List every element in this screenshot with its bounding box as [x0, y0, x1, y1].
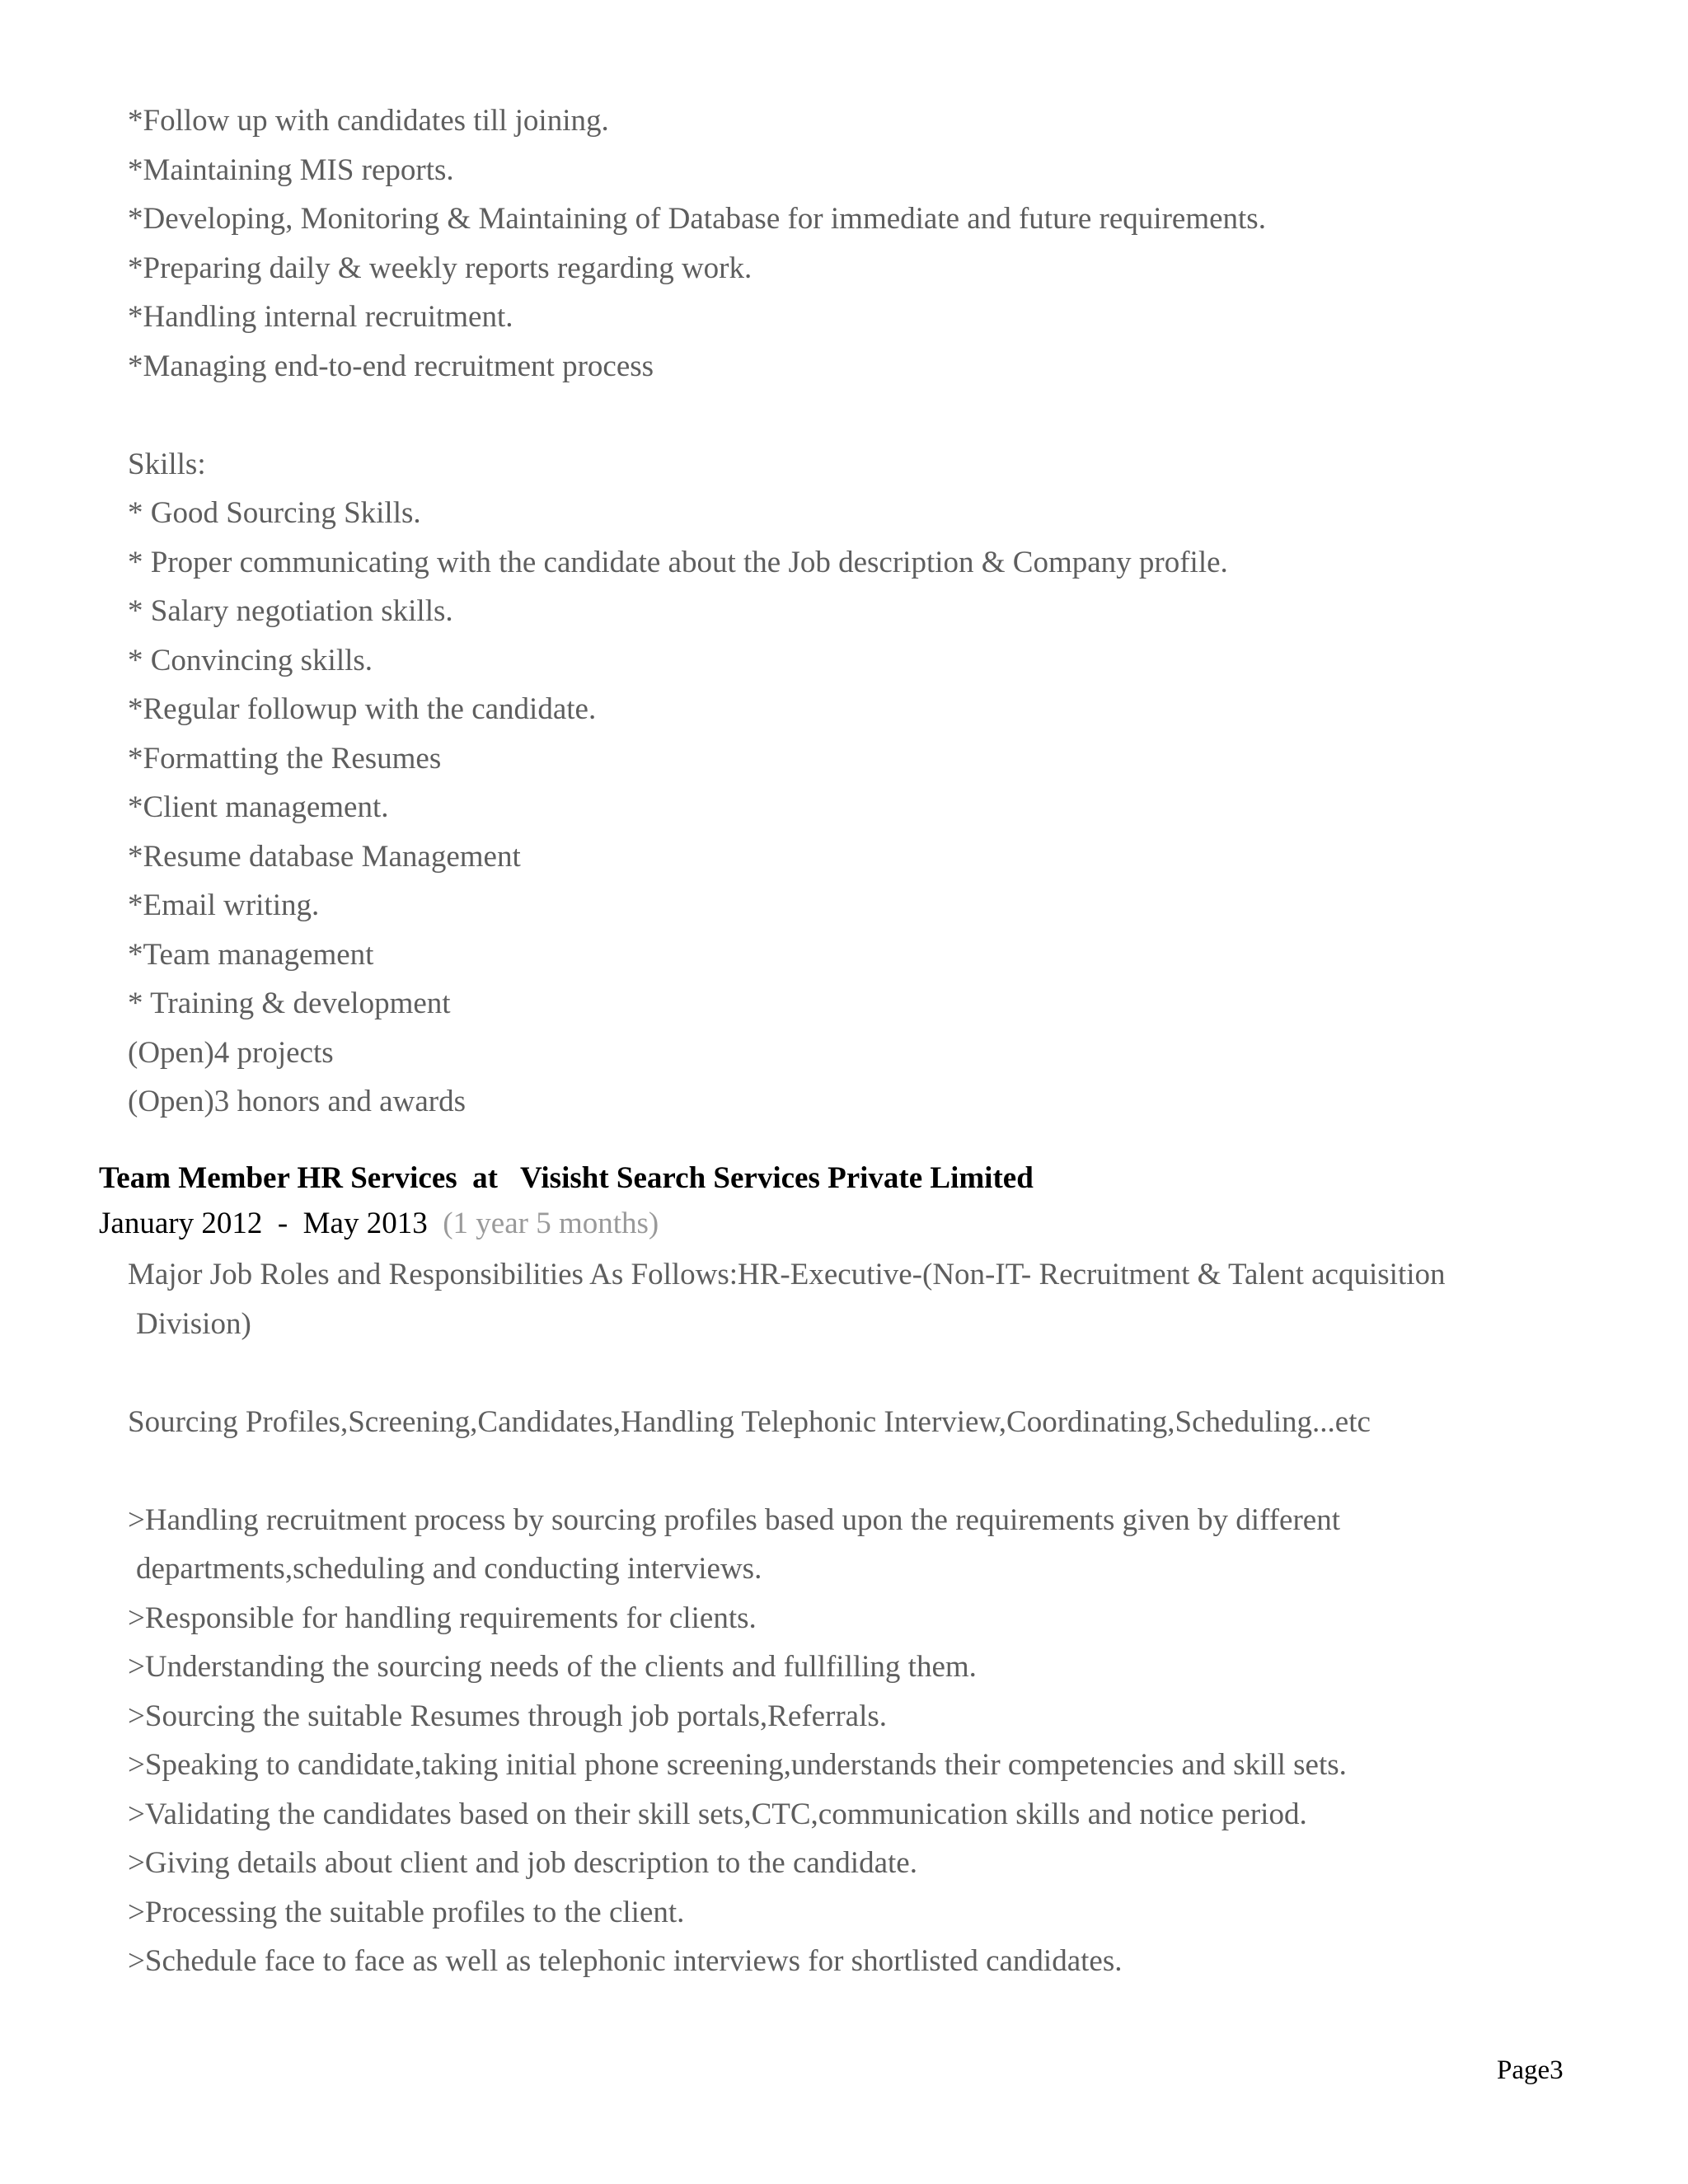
skill-item: *Formatting the Resumes [128, 741, 442, 776]
job-dates-row [99, 1203, 659, 1244]
skill-item: (Open)4 projects [128, 1035, 334, 1070]
job-duration: (1 year 5 months) [443, 1207, 659, 1240]
skills-heading: Skills: [128, 447, 206, 481]
skill-item: * Convincing skills. [128, 643, 373, 677]
skill-item: *Email writing. [128, 888, 320, 922]
roles-line-continued: Division) [136, 1306, 251, 1341]
duty-line-continued: departments,scheduling and conducting interviews. [136, 1552, 762, 1586]
sourcing-summary: Sourcing Profiles,Screening,Candidates,Handling Telephonic Interview,Coordinating,Scheduling...etc [128, 1404, 1371, 1439]
job-dates: January 2012 - May 2013 [99, 1207, 443, 1240]
skill-item: * Training & development [128, 987, 451, 1020]
duty-line: >Sourcing the suitable Resumes through job portals,Referrals. [128, 1699, 888, 1733]
skill-item: *Client management. [128, 790, 389, 824]
responsibility-line: *Maintaining MIS reports. [128, 152, 454, 187]
skill-item: * Salary negotiation skills. [128, 594, 453, 628]
job-description [128, 1250, 1578, 1986]
responsibility-line: *Handling internal recruitment. [128, 300, 513, 334]
duty-line: >Validating the candidates based on their skill sets,CTC,communication skills and notice period. [128, 1797, 1307, 1831]
duty-line: >Handling recruitment process by sourcing profiles based upon the requirements given by different [128, 1502, 1341, 1537]
responsibility-line: *Managing end-to-end recruitment process [128, 349, 654, 383]
job-title: Team Member HR Services at Visisht Search Services Private Limited [99, 1161, 1034, 1195]
responsibility-line: *Preparing daily & weekly reports regarding work. [128, 251, 753, 285]
spacer [128, 1446, 1578, 1496]
responsibility-line: *Developing, Monitoring & Maintaining of Database for immediate and future requirements. [128, 202, 1266, 236]
roles-line: Major Job Roles and Responsibilities As Follows:HR-Executive-(Non-IT- Recruitment & Talent acquisition [128, 1258, 1446, 1291]
skill-item: * Good Sourcing Skills. [128, 496, 421, 530]
skill-item: * Proper communicating with the candidate about the Job description & Company profile. [128, 545, 1228, 579]
duty-line: >Giving details about client and job description to the candidate. [128, 1846, 917, 1880]
spacer [128, 1348, 1578, 1398]
duty-line: >Responsible for handling requirements for clients. [128, 1601, 757, 1635]
responsibility-line: *Follow up with candidates till joining. [128, 104, 609, 138]
skill-item: *Resume database Management [128, 839, 521, 874]
duty-line: >Understanding the sourcing needs of the clients and fullfilling them. [128, 1650, 977, 1684]
skill-item: *Team management [128, 937, 374, 972]
skill-item: *Regular followup with the candidate. [128, 692, 597, 726]
duty-line: >Speaking to candidate,taking initial phone screening,understands their competencies and skill sets. [128, 1748, 1347, 1782]
page-number: Page3 [1497, 2055, 1564, 2085]
spacer [128, 391, 1578, 440]
duty-line: >Processing the suitable profiles to the client. [128, 1895, 685, 1929]
skill-item: (Open)3 honors and awards [128, 1085, 466, 1118]
previous-job-details [128, 96, 1578, 1127]
duty-line: >Schedule face to face as well as telephonic interviews for shortlisted candidates. [128, 1944, 1123, 1978]
